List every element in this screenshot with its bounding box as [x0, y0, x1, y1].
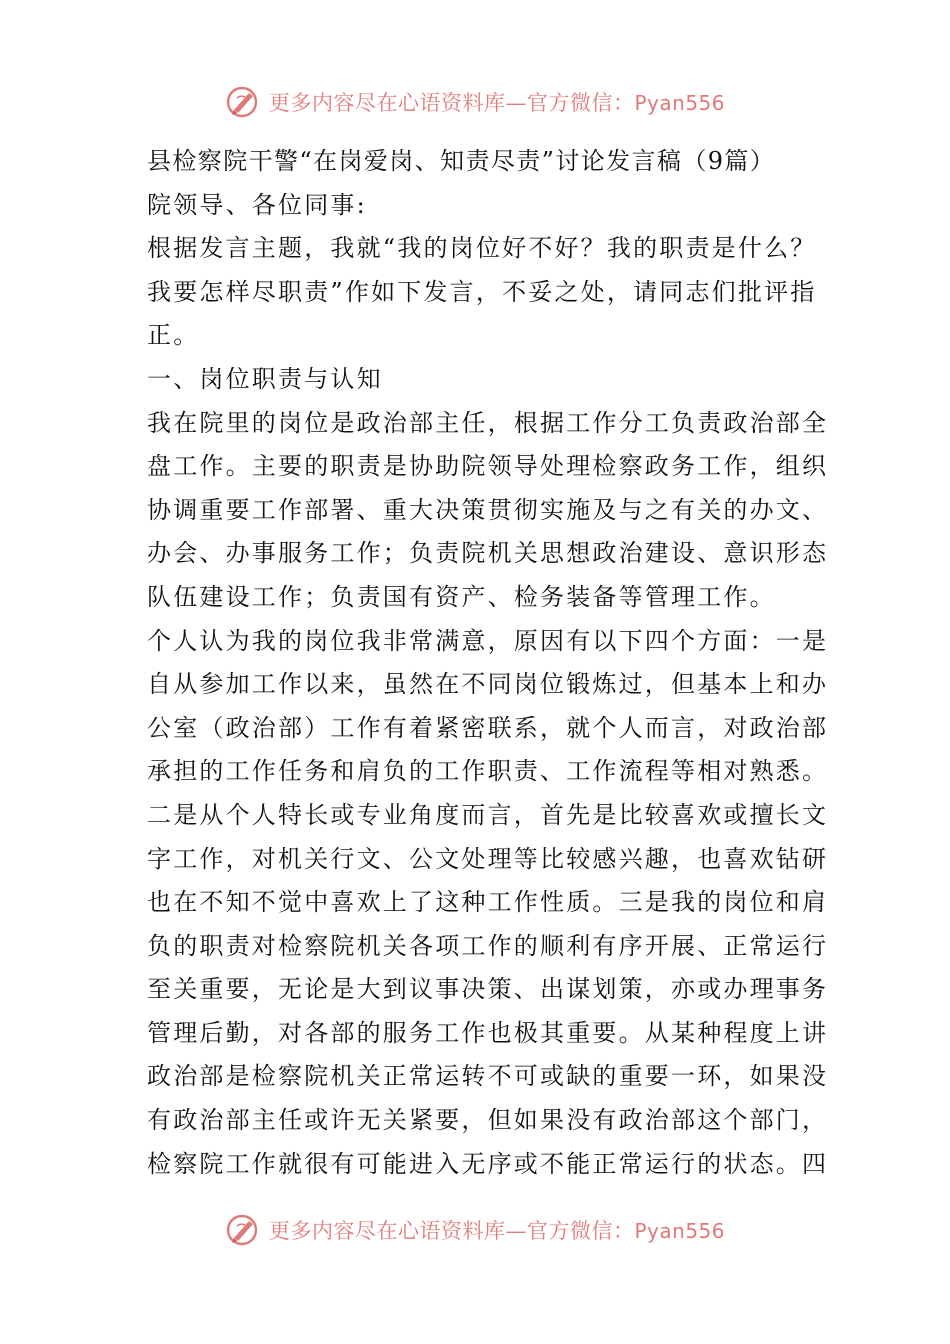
pen-logo-icon	[225, 1212, 261, 1248]
header-watermark	[0, 82, 950, 122]
salutation: 院领导、各位同事:	[147, 190, 367, 219]
footer-watermark	[0, 1210, 950, 1250]
text-line: 承担的工作任务和肩负的工作职责、工作流程等相对熟悉。	[147, 757, 829, 786]
text-line: 我在院里的岗位是政治部主任，根据工作分工负责政治部全	[147, 408, 829, 437]
text-line: 根据发言主题，我就“我的岗位好不好？我的职责是什么？	[147, 234, 817, 263]
text-line: 办会、办事服务工作；负责院机关思想政治建设、意识形态	[147, 539, 829, 568]
text-line: 有政治部主任或许无关紧要，但如果没有政治部这个部门，	[147, 1106, 829, 1135]
text-line: 管理后勤，对各部的服务工作也极其重要。从某种程度上讲	[147, 1018, 829, 1047]
text-line: 字工作，对机关行文、公文处理等比较感兴趣，也喜欢钻研	[147, 844, 829, 873]
text-line: 公室（政治部）工作有着紧密联系，就个人而言，对政治部	[147, 713, 829, 742]
text-line: 盘工作。主要的职责是协助院领导处理检察政务工作，组织	[147, 452, 829, 481]
text-line: 个人认为我的岗位我非常满意，原因有以下四个方面：一是	[147, 626, 829, 655]
text-line: 自从参加工作以来，虽然在不同岗位锻炼过，但基本上和办	[147, 670, 829, 699]
text-line: 协调重要工作部署、重大决策贯彻实施及与之有关的办文、	[147, 495, 829, 524]
text-line: 检察院工作就很有可能进入无序或不能正常运行的状态。四	[147, 1149, 829, 1178]
text-line: 也在不知不觉中喜欢上了这种工作性质。三是我的岗位和肩	[147, 888, 829, 917]
text-line: 至关重要，无论是大到议事决策、出谋划策，亦或办理事务	[147, 975, 829, 1004]
watermark-text: 更多内容尽在心语资料库—官方微信：Pyan556	[268, 91, 725, 115]
pen-logo-icon	[225, 84, 261, 120]
text-line: 我要怎样尽职责”作如下发言，不妥之处，请同志们批评指	[147, 277, 817, 306]
document-body	[147, 140, 829, 1186]
text-line: 负的职责对检察院机关各项工作的顺利有序开展、正常运行	[147, 931, 829, 960]
text-line: 政治部是检察院机关正常运转不可或缺的重要一环，如果没	[147, 1062, 829, 1091]
section-heading: 一、岗位职责与认知	[147, 364, 383, 393]
watermark-text: 更多内容尽在心语资料库—官方微信：Pyan556	[268, 1219, 725, 1243]
text-line: 队伍建设工作；负责国有资产、检务装备等管理工作。	[147, 582, 776, 611]
document-title: 县检察院干警“在岗爱岗、知责尽责”讨论发言稿（9篇）	[147, 147, 776, 175]
text-line: 正。	[147, 321, 200, 350]
text-line: 二是从个人特长或专业角度而言，首先是比较喜欢或擅长文	[147, 800, 829, 829]
